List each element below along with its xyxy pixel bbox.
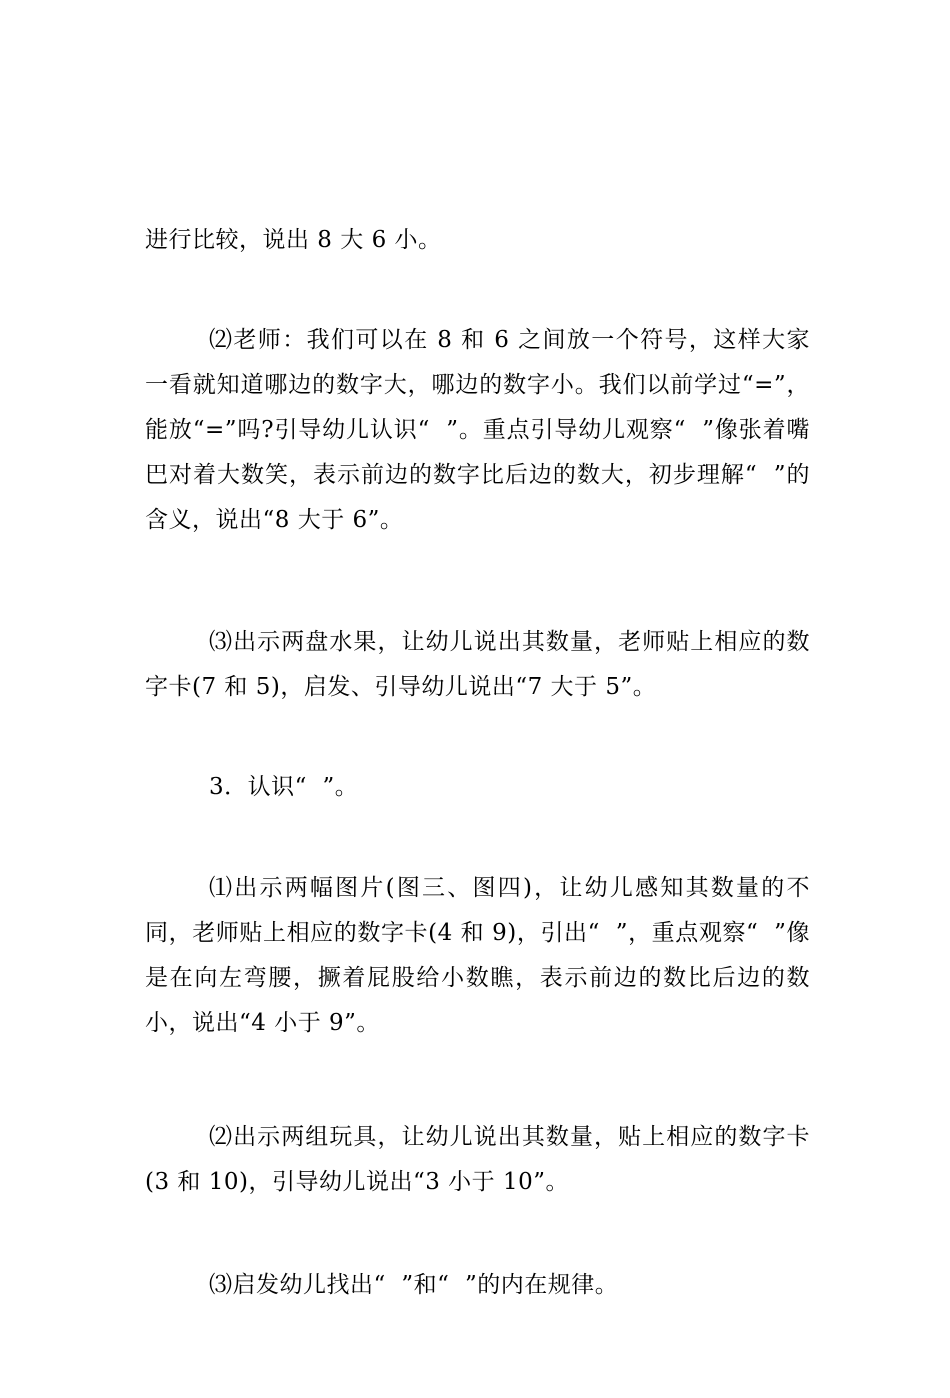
paragraph-text: 3．认识“ ”。 [209, 774, 359, 800]
paragraph-text: ⑵出示两组玩具，让幼儿说出其数量，贴上相应的数字卡(3 和 10)，引导幼儿说出“3 小于 10”。 [145, 1124, 810, 1195]
paragraph-7 [145, 1173, 810, 1398]
paragraph-text: 进行比较，说出 8 大 6 小。 [145, 227, 442, 253]
paragraph-text: ⑴出示两幅图片(图三、图四)，让幼儿感知其数量的不同，老师贴上相应的数字卡(4 和 9)，引出“ ”，重点观察“ ”像是在向左弯腰，撅着屁股给小数瞧，表示前边的数比后边的数小，说出“4 小于 9”。 [145, 875, 810, 1036]
paragraph-text: ⑵老师：我们可以在 8 和 6 之间放一个符号，这样大家一看就知道哪边的数字大，哪边的数字小。我们以前学过“=”，能放“=”吗?引导幼儿认识“ ”。重点引导幼儿观察“ ”像张着嘴巴对着大数笑，表示前边的数字比后边的数大，初步理解“ ”的含义，说出“8 大于 6”。 [145, 327, 810, 533]
paragraph-text: ⑶启发幼儿找出“ ”和“ ”的内在规律。 [209, 1272, 619, 1298]
paragraph-text: ⑶出示两盘水果，让幼儿说出其数量，老师贴上相应的数字卡(7 和 5)，启发、引导幼儿说出“7 大于 5”。 [145, 629, 810, 700]
